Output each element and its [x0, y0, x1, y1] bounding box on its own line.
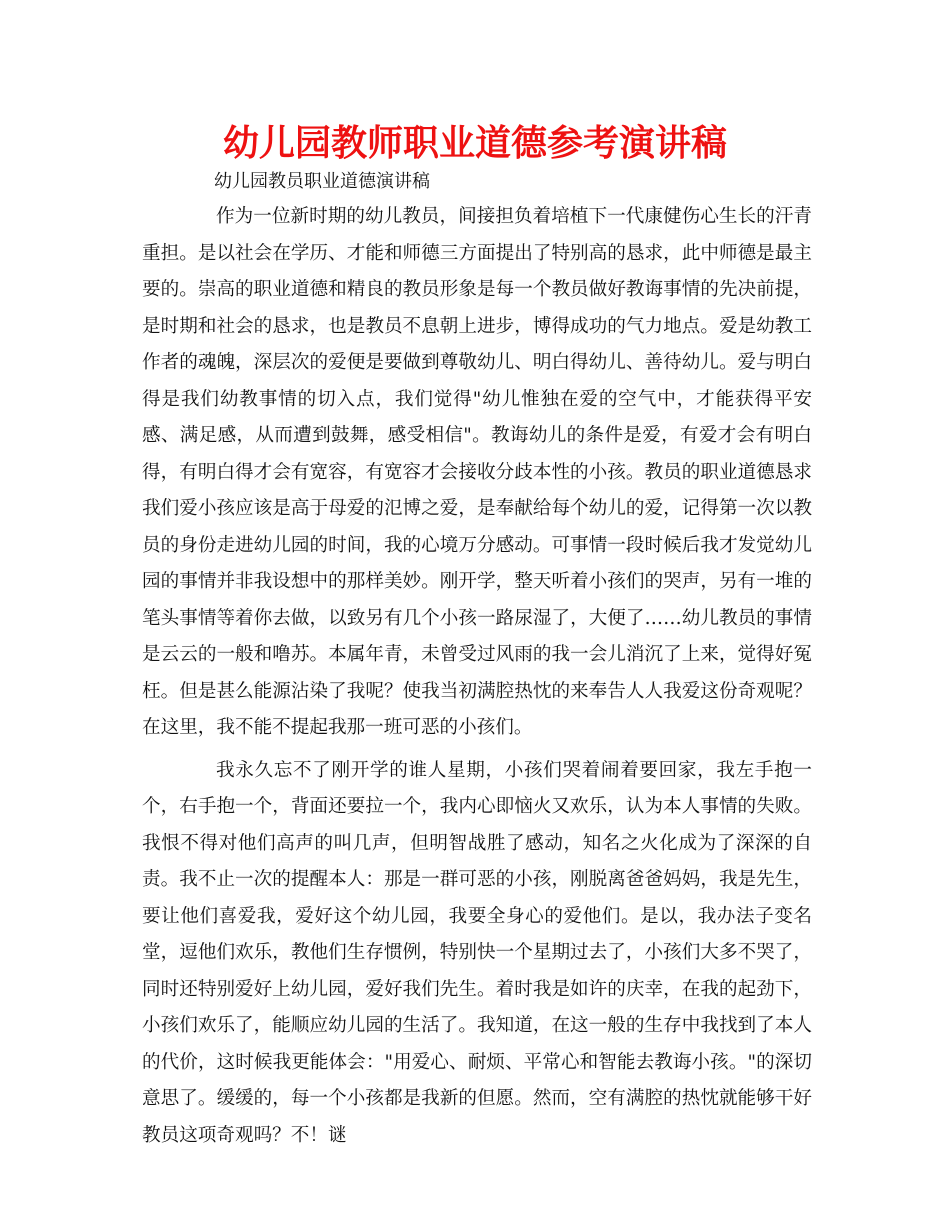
paragraph-1: 作为一位新时期的幼儿教员，间接担负着培植下一代康健伤心生长的汗青重担。是以社会在学历、才能和师德三方面提出了特别高的恳求，此中师德是最主要的。崇高的职业道德和精良的教员形象是每一个教员做好教诲事情的先决前提，是时期和社会的恳求，也是教员不息朝上进步，博得成功的气力地点。爱是幼教工作者的魂魄，深层次的爱便是要做到尊敬幼儿、明白得幼儿、善待幼儿。爱与明白得是我们幼教事情的切入点，我们觉得"幼儿惟独在爱的空气中，才能获得平安感、满足感，从而遭到鼓舞，感受相信"。教诲幼儿的条件是爱，有爱才会有明白得，有明白得才会有宽容，有宽容才会接收分歧本性的小孩。教员的职业道德恳求我们爱小孩应该是高于母爱的氾博之爱，是奉献给每个幼儿的爱，记得第一次以教员的身份走进幼儿园的时间，我的心境万分感动。可事情一段时候后我才发觉幼儿园的事情并非我设想中的那样美妙。刚开学，整天听着小孩们的哭声，另有一堆的笔头事情等着你去做，以致另有几个小孩一路尿湿了，大便了……幼儿教员的事情是云云的一般和噜苏。本属年青，未曾受过风雨的我一会儿消沉了上来，觉得好冤枉。但是甚么能源沾染了我呢？使我当初满腔热忱的来奉告人人我爱这份奇观呢？在这里，我不能不提起我那一班可恶的小孩们。 — [142, 206, 812, 738]
document-title: 幼儿园教师职业道德参考演讲稿 — [222, 123, 727, 164]
document-subtitle: 幼儿园教员职业道德演讲稿 — [214, 171, 430, 192]
paragraph-2: 我永久忘不了刚开学的谁人星期，小孩们哭着闹着要回家，我左手抱一个，右手抱一个，背面还要拉一个，我内心即恼火又欢乐，认为本人事情的失败。我恨不得对他们高声的叫几声，但明智战胜了感动，知名之火化成为了深深的自责。我不止一次的提醒本人：那是一群可恶的小孩，刚脱离爸爸妈妈，我是先生，要让他们喜爱我，爱好这个幼儿园，我要全身心的爱他们。是以，我办法子变名堂，逗他们欢乐，教他们生存惯例，特别快一个星期过去了，小孩们大多不哭了，同时还特别爱好上幼儿园，爱好我们先生。着时我是如许的庆幸，在我的起劲下，小孩们欢乐了，能顺应幼儿园的生活了。我知道，在这一般的生存中我找到了本人的代价，这时候我更能体会："用爱心、耐烦、平常心和智能去教诲小孩。"的深切意思了。缓缓的，每一个小孩都是我新的但愿。然而，空有满腔的热忱就能够干好教员这项奇观吗？不！谜 — [142, 759, 812, 1146]
document-body — [142, 199, 812, 1154]
